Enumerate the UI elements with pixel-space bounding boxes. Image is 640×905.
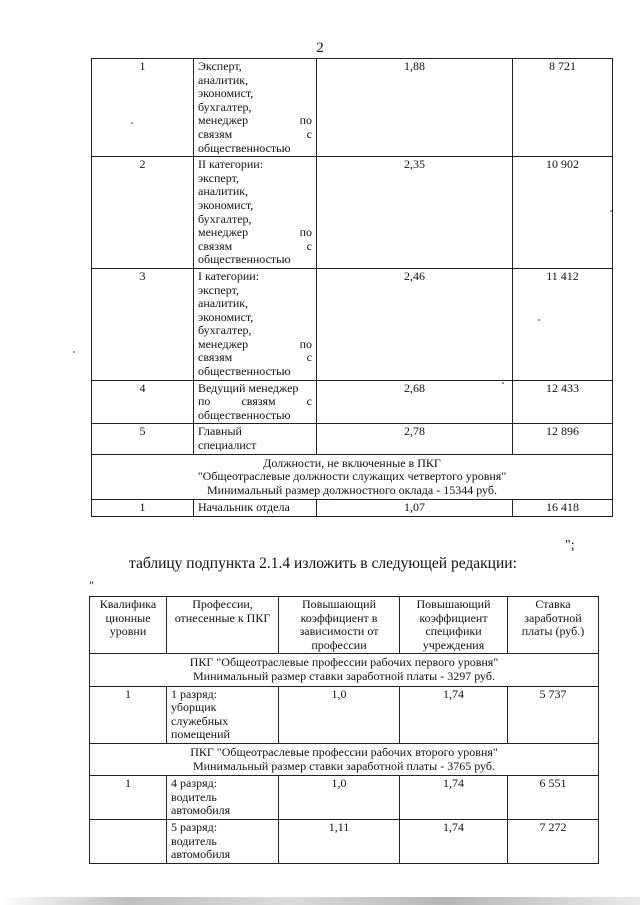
coefficient: 1,07	[404, 500, 425, 515]
institution-coefficient-cell	[400, 819, 508, 863]
position-title-line: Начальник отдела	[198, 500, 290, 515]
section-heading-cell	[92, 454, 613, 500]
coefficient: 2,68	[404, 380, 425, 395]
closing-quote: ";	[565, 538, 575, 553]
position-title-line: общественностью	[198, 364, 291, 379]
rate-cell	[508, 819, 599, 863]
salary-cell	[513, 59, 613, 157]
position-title-cell	[194, 380, 317, 424]
scan-speck	[610, 210, 612, 212]
column-header-line: коэффициент в	[300, 610, 378, 625]
profession-coefficient-cell	[279, 686, 400, 743]
position-title-word: с	[306, 238, 312, 253]
position-title-line: бухгалтер,	[198, 211, 252, 226]
profession-line: водитель	[171, 833, 217, 848]
column-header-line: ционные	[105, 610, 151, 625]
position-title-word: связям	[241, 394, 276, 409]
column-header	[279, 597, 400, 654]
position-title-word: менеджер	[198, 336, 249, 351]
position-title-line	[198, 395, 312, 409]
scan-speck	[502, 382, 504, 384]
position-title-line: специалист	[198, 438, 257, 453]
column-header-line: зависимости от	[299, 624, 379, 639]
level-cell	[90, 686, 167, 743]
level-cell	[90, 819, 167, 863]
header-row	[90, 597, 599, 654]
position-title-word: по	[299, 336, 312, 351]
level-cell	[90, 776, 167, 820]
row-number: 1	[139, 59, 146, 73]
row-number-cell	[92, 424, 194, 454]
institution-coefficient-cell	[400, 686, 508, 743]
position-title-line	[198, 128, 312, 142]
scan-speck	[131, 122, 133, 124]
row-number-cell	[92, 157, 194, 269]
section-caption: таблицу подпункта 2.1.4 изложить в следующей редакции:	[129, 555, 517, 572]
column-header-line: платы (руб.)	[521, 624, 585, 639]
profession-coefficient: 1,0	[331, 776, 347, 791]
position-title-line: общественностью	[198, 407, 291, 422]
column-header-line: уровни	[109, 624, 147, 639]
position-title-cell	[194, 59, 317, 157]
wage-rate: 7 272	[539, 819, 567, 834]
page-number: 2	[316, 40, 324, 56]
salary-cell	[513, 424, 613, 454]
group-heading-line: Минимальный размер ставки заработной платы - 3297 руб.	[193, 668, 495, 683]
position-title-word: по	[299, 113, 312, 128]
position-title-word: с	[306, 394, 312, 409]
coefficient-cell	[317, 268, 513, 380]
position-title-line: Эксперт,	[198, 59, 242, 73]
table-row	[90, 819, 599, 863]
table-row	[92, 380, 613, 424]
scan-speck	[538, 319, 540, 321]
row-number: 5	[139, 424, 146, 439]
group-heading-line: ПКГ "Общеотраслевые профессии рабочих первого уровня"	[189, 655, 499, 670]
position-title-line: общественностью	[198, 140, 291, 155]
position-title-line: бухгалтер,	[198, 99, 252, 114]
profession-line: 1 разряд:	[171, 686, 218, 701]
position-title-line: Ведущий менеджер	[198, 380, 299, 395]
profession-cell	[167, 819, 279, 863]
section-heading-line: Должности, не включенные в ПКГ	[263, 455, 441, 470]
coefficient-cell	[317, 424, 513, 454]
position-title-line: эксперт,	[198, 170, 239, 185]
position-title-line: аналитик,	[198, 72, 249, 87]
column-header	[90, 597, 167, 654]
position-title-line: общественностью	[198, 252, 291, 267]
group-heading-cell	[90, 654, 599, 686]
coefficient-cell	[317, 500, 513, 517]
position-title-line	[198, 240, 312, 254]
row-number: 1	[139, 500, 146, 515]
qualification-level: 1	[125, 776, 131, 791]
profession-coefficient: 1,0	[331, 686, 347, 701]
salary-cell	[513, 500, 613, 517]
row-number-cell	[92, 59, 194, 157]
rate-cell	[508, 776, 599, 820]
profession-line: уборщик	[171, 700, 217, 715]
column-header-line: Повышающий	[416, 597, 491, 611]
position-title-word: по	[299, 225, 312, 240]
profession-line: водитель	[171, 789, 217, 804]
coefficient: 2,78	[404, 424, 425, 439]
position-title-line: II категории:	[198, 157, 264, 172]
column-header-line: отнесенные к ПКГ	[174, 610, 271, 625]
position-title-word: связям	[198, 350, 233, 365]
position-title-word: связям	[198, 238, 233, 253]
position-title-line: Главный	[198, 424, 242, 439]
institution-coefficient: 1,74	[443, 819, 464, 834]
group-heading-line: Минимальный размер ставки заработной платы - 3765 руб.	[193, 758, 495, 773]
group-heading-line: ПКГ "Общеотраслевые профессии рабочих второго уровня"	[190, 744, 498, 759]
position-title-line	[198, 338, 312, 352]
salary: 10 902	[546, 157, 579, 172]
position-title-line: I категории:	[198, 268, 260, 283]
position-title-line: бухгалтер,	[198, 323, 252, 338]
position-title-word: связям	[198, 126, 233, 141]
column-header	[508, 597, 599, 654]
row-number: 4	[139, 380, 146, 395]
group-heading-row	[90, 743, 599, 775]
salary: 8 721	[549, 59, 576, 73]
position-title-line: экономист,	[198, 197, 254, 212]
profession-line: 4 разряд:	[171, 776, 218, 791]
institution-coefficient-cell	[400, 776, 508, 820]
position-title-cell	[194, 157, 317, 269]
profession-cell	[167, 776, 279, 820]
position-title-word: по	[198, 394, 211, 409]
table-row	[90, 776, 599, 820]
profession-coefficient-cell	[279, 819, 400, 863]
profession-coefficient-cell	[279, 776, 400, 820]
column-header-line: Квалифика	[99, 597, 157, 611]
position-title-word: менеджер	[198, 113, 249, 128]
row-number: 3	[139, 268, 146, 283]
table-row	[92, 157, 613, 269]
salary: 12 433	[546, 380, 579, 395]
salary-table-workers	[89, 596, 599, 864]
profession-line: автомобиля	[171, 847, 231, 862]
coefficient-cell	[317, 59, 513, 157]
column-header-line: Профессии,	[192, 597, 253, 611]
column-header-line: Ставка	[535, 597, 571, 611]
table-row	[90, 686, 599, 743]
profession-line: помещений	[171, 727, 230, 742]
section-heading-line: "Общеотраслевые должности служащих четвертого уровня"	[197, 469, 507, 484]
group-heading-row	[90, 654, 599, 686]
column-header-line: заработной	[524, 610, 582, 625]
salary-cell	[513, 380, 613, 424]
position-title-word: с	[306, 126, 312, 141]
column-header	[400, 597, 508, 654]
profession-coefficient: 1,11	[328, 819, 350, 834]
column-header-line: учреждения	[422, 637, 485, 652]
column-header-line: Повышающий	[301, 597, 376, 611]
table-row	[92, 59, 613, 157]
column-header	[167, 597, 279, 654]
position-title-line	[198, 114, 312, 128]
position-title-cell	[194, 500, 317, 517]
qualification-level: 1	[125, 686, 131, 701]
row-number-cell	[92, 268, 194, 380]
coefficient: 1,88	[404, 59, 425, 73]
scan-edge	[0, 897, 640, 905]
table-row	[92, 500, 613, 517]
salary-table-positions	[91, 58, 613, 517]
column-header-line: коэффициент	[419, 610, 488, 625]
position-title-cell	[194, 424, 317, 454]
column-header-line: профессии	[311, 637, 367, 652]
institution-coefficient: 1,74	[443, 686, 464, 701]
position-title-line: экономист,	[198, 309, 254, 324]
section-heading-line: Минимальный размер должностного оклада - 15344 руб.	[207, 482, 497, 497]
row-number: 2	[139, 157, 146, 172]
table-row	[92, 424, 613, 454]
row-number-cell	[92, 500, 194, 517]
salary-cell	[513, 268, 613, 380]
position-title-line	[198, 226, 312, 240]
wage-rate: 6 551	[539, 776, 567, 791]
position-title-line	[198, 351, 312, 365]
position-title-line: аналитик,	[198, 296, 249, 311]
profession-line: служебных	[171, 713, 229, 728]
coefficient: 2,46	[404, 268, 425, 283]
group-heading-cell	[90, 743, 599, 775]
position-title-word: с	[306, 350, 312, 365]
rate-cell	[508, 686, 599, 743]
coefficient-cell	[317, 380, 513, 424]
profession-line: автомобиля	[171, 803, 231, 818]
position-title-cell	[194, 268, 317, 380]
wage-rate: 5 737	[539, 686, 567, 701]
profession-cell	[167, 686, 279, 743]
table-row	[92, 268, 613, 380]
column-header-line: специфики	[425, 624, 482, 639]
position-title-word: менеджер	[198, 225, 249, 240]
position-title-line: экономист,	[198, 86, 254, 101]
coefficient-cell	[317, 157, 513, 269]
position-title-line: аналитик,	[198, 184, 249, 199]
section-heading-row	[92, 454, 613, 500]
position-title-line: эксперт,	[198, 282, 239, 297]
opening-quote: "	[89, 578, 94, 592]
salary: 11 412	[546, 268, 579, 283]
salary-cell	[513, 157, 613, 269]
salary: 16 418	[546, 500, 579, 515]
profession-line: 5 разряд:	[171, 819, 218, 834]
institution-coefficient: 1,74	[443, 776, 464, 791]
row-number-cell	[92, 380, 194, 424]
salary: 12 896	[546, 424, 579, 439]
scan-speck	[73, 351, 75, 353]
coefficient: 2,35	[404, 157, 425, 172]
